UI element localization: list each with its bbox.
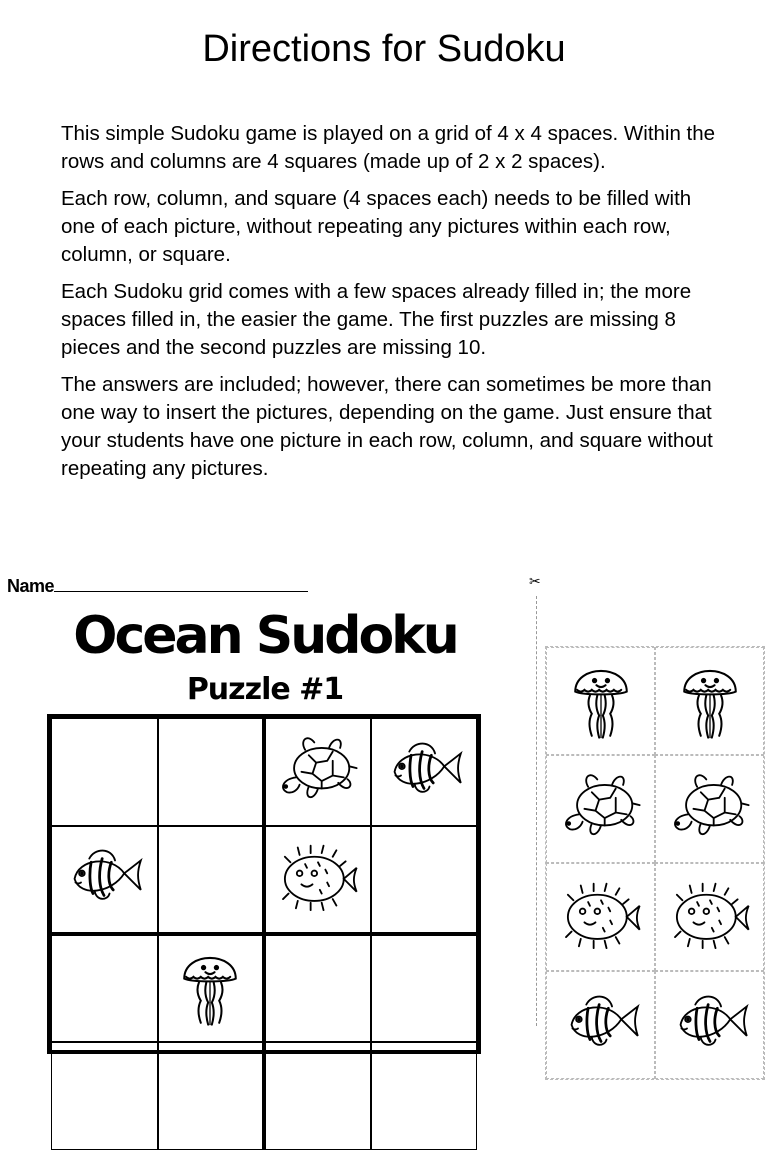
grid-cell-r4-c1[interactable]: [51, 1042, 158, 1150]
grid-cell-r3-c2[interactable]: [158, 934, 265, 1042]
cutout-piece[interactable]: [546, 647, 655, 755]
grid-cell-r2-c2[interactable]: [158, 826, 265, 934]
jellyfish-icon: [164, 940, 256, 1037]
grid-cell-r1-c3[interactable]: [264, 718, 371, 826]
grid-cell-r3-c1[interactable]: [51, 934, 158, 1042]
clownfish-icon: [378, 724, 470, 821]
name-field[interactable]: [7, 575, 308, 597]
jellyfish-icon: [664, 653, 756, 750]
scissors-icon: ✂: [529, 574, 541, 590]
cutout-piece[interactable]: [655, 971, 764, 1079]
cutout-piece[interactable]: [655, 647, 764, 755]
jellyfish-icon: [555, 653, 647, 750]
sudoku-grid: [47, 714, 481, 1054]
cutout-piece[interactable]: [655, 755, 764, 863]
clownfish-icon: [58, 831, 150, 928]
turtle-icon: [555, 761, 647, 858]
cut-line: [536, 596, 537, 1026]
grid-cell-r2-c3[interactable]: [264, 826, 371, 934]
worksheet-title: Ocean Sudoku: [73, 606, 457, 666]
grid-cell-r1-c2[interactable]: [158, 718, 265, 826]
turtle-icon: [272, 724, 364, 821]
directions-text: [61, 120, 721, 492]
page-title: Directions for Sudoku: [202, 28, 566, 70]
cutout-piece[interactable]: [655, 863, 764, 971]
grid-cell-r1-c1[interactable]: [51, 718, 158, 826]
directions-paragraph-1: This simple Sudoku game is played on a grid of 4 x 4 spaces. Within the rows and columns are 4 squares (made up of 2 x 2 spaces).: [61, 122, 716, 173]
cutout-piece[interactable]: [546, 755, 655, 863]
grid-cell-r2-c4[interactable]: [371, 826, 478, 934]
grid-cell-r3-c3[interactable]: [264, 934, 371, 1042]
pufferfish-icon: [664, 869, 756, 966]
directions-paragraph-4: The answers are included; however, there can sometimes be more than one way to insert the pictures, depending on the game. Just ensure that your students have one picture in each row, column, and square without repeating any pictures.: [61, 373, 713, 480]
cutout-piece[interactable]: [546, 863, 655, 971]
directions-paragraph-3: Each Sudoku grid comes with a few spaces already filled in; the more spaces filled in, the easier the game. The first puzzles are missing 8 pieces and the second puzzles are missing 10.: [61, 280, 692, 359]
grid-cell-r3-c4[interactable]: [371, 934, 478, 1042]
grid-cell-r4-c4[interactable]: [371, 1042, 478, 1150]
clownfish-icon: [555, 977, 647, 1074]
cutout-pieces: [545, 646, 765, 1080]
pufferfish-icon: [555, 869, 647, 966]
grid-cell-r4-c2[interactable]: [158, 1042, 265, 1150]
turtle-icon: [664, 761, 756, 858]
name-line[interactable]: [54, 575, 308, 592]
grid-cell-r2-c1[interactable]: [51, 826, 158, 934]
name-label: Name: [7, 576, 55, 596]
grid-cell-r1-c4[interactable]: [371, 718, 478, 826]
cutout-piece[interactable]: [546, 971, 655, 1079]
directions-paragraph-2: Each row, column, and square (4 spaces each) needs to be filled with one of each picture, without repeating any pictures within each row, column, or square.: [61, 187, 692, 266]
grid-cell-r4-c3[interactable]: [264, 1042, 371, 1150]
pufferfish-icon: [272, 831, 364, 928]
worksheet-subtitle: Puzzle #1: [186, 672, 344, 707]
clownfish-icon: [664, 977, 756, 1074]
